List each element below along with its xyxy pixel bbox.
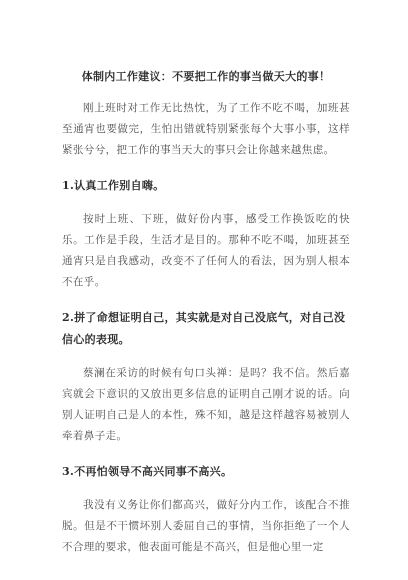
section-2-heading: 2.拼了命想证明自己，其实就是对自己没底气，对自己没信心的表现。 [62,311,346,346]
section-1-heading: 1.认真工作别自嗨。 [62,179,165,192]
section-3-heading: 3.不再怕领导不高兴同事不高兴。 [62,465,233,478]
section-3-body: 我没有义务让你们都高兴，做好分内工作，该配合不推脱。但是不干惯坏别人委屈自己的事情，当你拒绝了一个人不合理的要求，他表面可能是不高兴，但是他心里一定 [62,499,350,553]
document-title: 体制内工作建议：不要把工作的事当做天大的事！ [81,70,331,83]
section-1-body: 按时上班、下班，做好份内事，感受工作换饭吃的快乐。工作是手段，生活才是目的。那种不吃不喝，加班甚至通宵只是自我感动，改变不了任何人的看法，因为别人根本不在乎。 [62,213,350,288]
section-2-body: 蔡澜在采访的时候有句口头禅：是吗？我不信。然后嘉宾就会下意识的又放出更多信息的证明自己刚才说的话。向别人证明自己是人的本性，殊不知，越是这样越容易被别人牵着鼻子走。 [62,367,350,442]
intro-paragraph: 刚上班时对工作无比热忱，为了工作不吃不喝，加班甚至通宵也要做完，生怕出错就特别紧张每个大事小事，这样紧张兮兮，把工作的事当天大的事只会让你越来越焦虑。 [62,102,350,156]
